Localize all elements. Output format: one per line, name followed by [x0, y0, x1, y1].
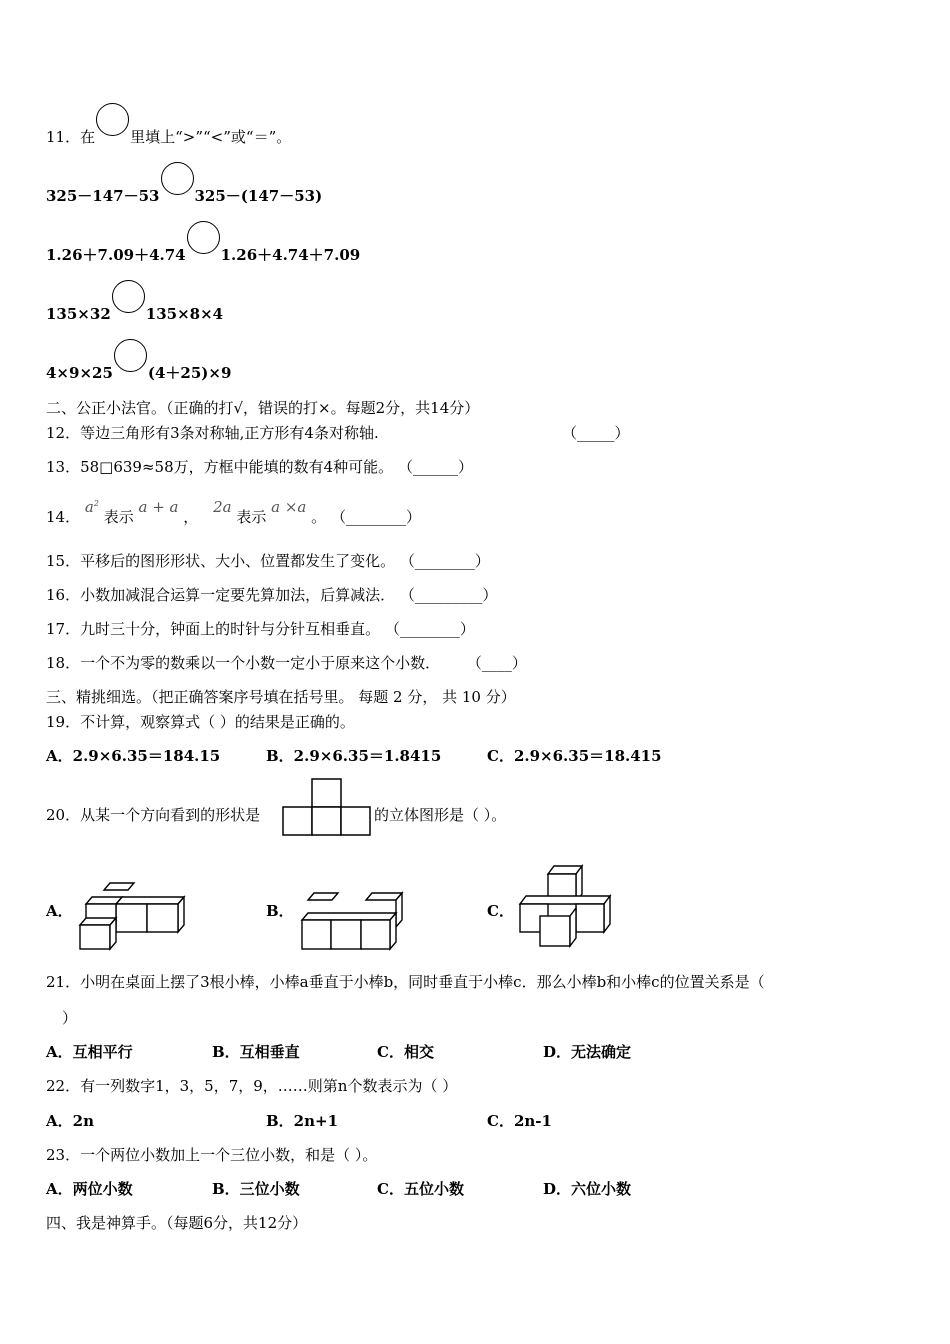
answer-circle[interactable] — [112, 280, 145, 313]
q19-option-a[interactable]: A．2.9×6.35＝184.15 — [46, 747, 221, 765]
cube-face — [308, 893, 338, 900]
section-2-title: 二、公正小法官。（正确的打√，错误的打×。每题2分，共14分） — [46, 399, 480, 417]
q19-option-c[interactable]: C．2.9×6.35＝18.415 — [487, 747, 662, 765]
q20-option-c[interactable]: C． — [487, 902, 514, 920]
q22: 22．有一列数字1，3，5，7，9，……则第n个数表示为（ ） — [46, 1077, 458, 1095]
cube-face — [390, 913, 396, 949]
q21-option-c[interactable]: C．相交 — [377, 1043, 434, 1061]
cube-face — [576, 904, 604, 932]
q14: 14． $a^2$ 表示 a + a ， 2a 表示 a ×a 。 （________） — [46, 498, 421, 526]
q21-option-b[interactable]: B．互相垂直 — [212, 1043, 300, 1061]
q22-option-c[interactable]: C．2n-1 — [487, 1112, 552, 1130]
cube-face — [86, 897, 122, 904]
q23-option-a[interactable]: A．两位小数 — [46, 1180, 133, 1198]
q12-blank[interactable]: （_____） — [562, 424, 630, 442]
q13: 13．58□639≈58万，方框中能填的数有4种可能。 （______） — [46, 458, 473, 476]
cube-face — [540, 916, 570, 946]
q13-blank[interactable]: （______） — [397, 458, 473, 476]
q19-option-b[interactable]: B．2.9×6.35＝1.8415 — [266, 747, 442, 765]
q22-option-a[interactable]: A．2n — [46, 1112, 94, 1130]
answer-circle[interactable] — [96, 103, 129, 136]
math-a-times-a: a ×a — [271, 498, 307, 516]
q21-option-d[interactable]: D．无法确定 — [543, 1043, 632, 1061]
cube-face — [116, 897, 184, 904]
q20-option-b[interactable]: B． — [266, 902, 294, 920]
cube-face — [520, 896, 610, 904]
section-4-title: 四、我是神算手。（每题6分，共12分） — [46, 1214, 308, 1232]
cube-face — [302, 920, 331, 949]
q12: 12．等边三角形有3条对称轴,正方形有4条对称轴. — [46, 424, 379, 442]
q11-row-3: 135×32 135×8×4 — [46, 292, 223, 325]
cube-face — [302, 913, 396, 920]
q16: 16．小数加减混合运算一定要先算加法，后算减法． （_________） — [46, 586, 498, 604]
q23-option-b[interactable]: B．三位小数 — [212, 1180, 300, 1198]
q21-option-a[interactable]: A．互相平行 — [46, 1043, 133, 1061]
view-square — [312, 779, 341, 807]
q14-blank[interactable]: （________） — [330, 508, 421, 526]
math-a-plus-a: a + a — [138, 498, 179, 516]
q20-option-a[interactable]: A． — [46, 902, 73, 920]
math-a-squared: $a^2$ — [84, 498, 99, 516]
answer-circle[interactable] — [114, 339, 147, 372]
cube-face — [331, 920, 361, 949]
cube-face — [104, 883, 134, 890]
q20-prefix: 20．从某一个方向看到的形状是 — [46, 806, 261, 824]
q19: 19．不计算，观察算式（ ）的结果是正确的。 — [46, 713, 355, 731]
cube-face — [80, 925, 110, 949]
q18-blank[interactable]: （____） — [466, 654, 527, 672]
section-3-title: 三、精挑细选。（把正确答案序号填在括号里。 每题 2 分， 共 10 分） — [46, 688, 516, 706]
cube-face — [396, 893, 402, 927]
q11-prompt: 11．在 里填上“>”“<”或“＝”。 — [46, 115, 291, 148]
q22-option-b[interactable]: B．2n+1 — [266, 1112, 339, 1130]
q20-view-shape — [282, 778, 372, 838]
view-square — [283, 807, 312, 835]
q15: 15．平移后的图形形状、大小、位置都发生了变化。 （________） — [46, 552, 490, 570]
q11-row-2: 1.26＋7.09＋4.74 1.26＋4.74＋7.09 — [46, 233, 360, 266]
q20-option-c-figure — [516, 862, 616, 950]
q20-option-b-figure — [298, 890, 408, 952]
answer-circle[interactable] — [161, 162, 194, 195]
view-square — [312, 807, 341, 835]
view-square — [341, 807, 370, 835]
q23-option-d[interactable]: D．六位小数 — [543, 1180, 632, 1198]
q21: 21．小明在桌面上摆了3根小棒，小棒a垂直于小棒b，同时垂直于小棒c．那么小棒b和小棒c的位置关系是（ — [46, 973, 765, 991]
cube-face — [570, 908, 576, 946]
q20-suffix: 的立体图形是（ ）。 — [374, 806, 507, 824]
q11-row-1: 325－147－53 325－(147－53) — [46, 174, 322, 207]
cube-face — [116, 904, 147, 932]
q17: 17．九时三十分，钟面上的时针与分针互相垂直。 （________） — [46, 620, 475, 638]
answer-circle[interactable] — [187, 221, 220, 254]
q21-cont: ） — [62, 1009, 78, 1027]
q17-blank[interactable]: （________） — [384, 620, 475, 638]
math-2a: 2a — [213, 498, 232, 516]
q20-option-a-figure — [78, 880, 188, 952]
cube-face — [178, 897, 184, 932]
q16-blank[interactable]: （_________） — [399, 586, 498, 604]
q15-blank[interactable]: （________） — [399, 552, 490, 570]
q11-row-4: 4×9×25 (4＋25)×9 — [46, 351, 231, 384]
q18: 18．一个不为零的数乘以一个小数一定小于原来这个小数． （____） — [46, 654, 527, 672]
q23-option-c[interactable]: C．五位小数 — [377, 1180, 464, 1198]
cube-face — [361, 920, 390, 949]
q23: 23．一个两位小数加上一个三位小数，和是（ ）。 — [46, 1146, 378, 1164]
cube-face — [147, 904, 178, 932]
